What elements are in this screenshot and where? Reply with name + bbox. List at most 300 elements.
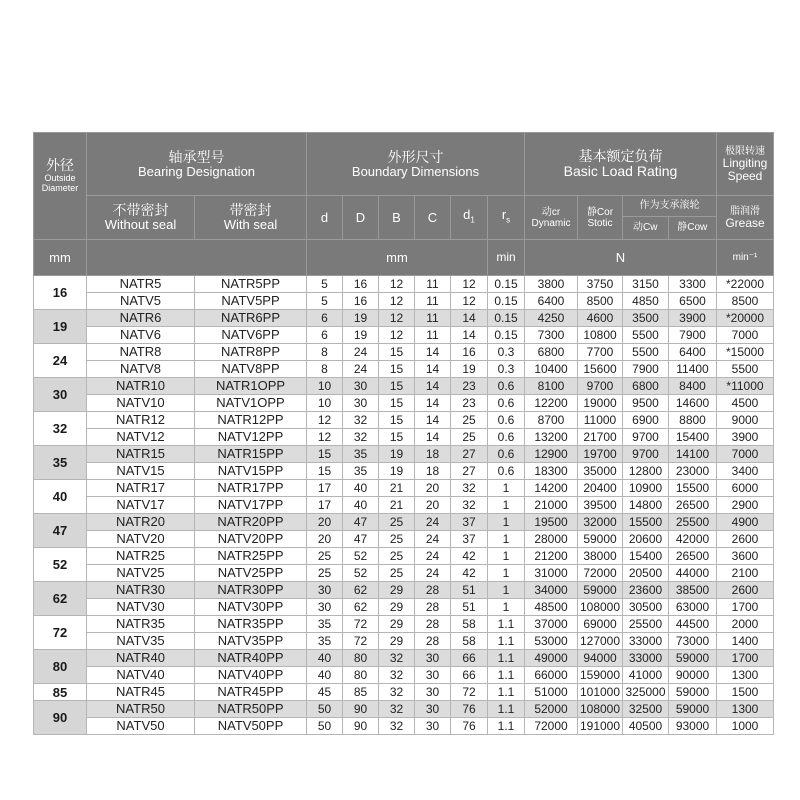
d-cell: 30 (307, 582, 343, 599)
with-seal-cell: NATR8PP (195, 344, 307, 361)
d-cell: 45 (307, 684, 343, 701)
cr-cell: 49000 (525, 650, 578, 667)
C-cell: 18 (415, 446, 451, 463)
table-row (34, 565, 774, 582)
d-cell: 8 (307, 361, 343, 378)
d-cell: 17 (307, 480, 343, 497)
cr-cell: 66000 (525, 667, 578, 684)
cow-cell: 93000 (669, 718, 717, 735)
cor-cell: 8500 (578, 293, 623, 310)
C-cell: 11 (415, 327, 451, 344)
cor-cell: 159000 (578, 667, 623, 684)
B-cell: 32 (379, 650, 415, 667)
cor-cell: 108000 (578, 701, 623, 718)
cow-cell: 14100 (669, 446, 717, 463)
d1-cell: 32 (451, 480, 488, 497)
D-cell: 19 (343, 327, 379, 344)
cr-cn: 动cr (541, 206, 561, 218)
cor-cell: 72000 (578, 565, 623, 582)
speed-cell: 3900 (717, 429, 774, 446)
speed-cell: 1700 (717, 599, 774, 616)
d1-cell: 32 (451, 497, 488, 514)
without-seal-cell: NATV12 (87, 429, 195, 446)
without-seal-cell: NATV35 (87, 633, 195, 650)
cr-cell: 3800 (525, 276, 578, 293)
with-seal-cell: NATR12PP (195, 412, 307, 429)
speed-cell: 6000 (717, 480, 774, 497)
cr-cell: 53000 (525, 633, 578, 650)
speed-cell: 1300 (717, 701, 774, 718)
cor-cell: 59000 (578, 582, 623, 599)
rs-cell: 0.15 (488, 293, 525, 310)
outside-diameter-cell: 24 (34, 344, 87, 378)
with-seal-cell: NATV25PP (195, 565, 307, 582)
d1-cell: 19 (451, 361, 488, 378)
col-C-header: C (415, 196, 451, 240)
rs-cell: 0.3 (488, 361, 525, 378)
cr-cell: 13200 (525, 429, 578, 446)
C-cell: 30 (415, 650, 451, 667)
D-cell: 90 (343, 718, 379, 735)
support-roller-cn: 作为支承滚轮 (623, 196, 716, 217)
B-cell: 12 (379, 327, 415, 344)
with-seal-cell: NATV12PP (195, 429, 307, 446)
with-seal-cell: NATR6PP (195, 310, 307, 327)
cor-cell: 59000 (578, 531, 623, 548)
table-row (34, 701, 774, 718)
outside-diameter-cell: 19 (34, 310, 87, 344)
C-cell: 20 (415, 480, 451, 497)
cow-cell: 59000 (669, 684, 717, 701)
cor-cell: 94000 (578, 650, 623, 667)
D-cell: 72 (343, 633, 379, 650)
od-unit: mm (34, 240, 87, 276)
cow-cell: 59000 (669, 650, 717, 667)
with-seal-cell: NATR25PP (195, 548, 307, 565)
D-cell: 35 (343, 446, 379, 463)
cw-cell: 20600 (623, 531, 669, 548)
speed-cell: 2000 (717, 616, 774, 633)
cw-cell: 3500 (623, 310, 669, 327)
C-cell: 24 (415, 565, 451, 582)
d1-cell: 37 (451, 531, 488, 548)
rs-cell: 1 (488, 514, 525, 531)
C-cell: 14 (415, 361, 451, 378)
cor-cell: 32000 (578, 514, 623, 531)
table-row (34, 429, 774, 446)
table-row (34, 395, 774, 412)
col-d-header: d (307, 196, 343, 240)
cow-cell: 6500 (669, 293, 717, 310)
d-cell: 12 (307, 429, 343, 446)
D-cell: 30 (343, 378, 379, 395)
cw-cell: 15500 (623, 514, 669, 531)
cor-cell: 69000 (578, 616, 623, 633)
grease-cn: 脂润滑 (730, 205, 760, 217)
cr-header (525, 196, 578, 240)
without-seal-cell: NATV40 (87, 667, 195, 684)
speed-cell: 7000 (717, 327, 774, 344)
C-cell: 30 (415, 684, 451, 701)
with-seal-cell: NATV30PP (195, 599, 307, 616)
B-cell: 15 (379, 344, 415, 361)
without-seal-cell: NATR12 (87, 412, 195, 429)
B-cell: 25 (379, 514, 415, 531)
table-row (34, 276, 774, 293)
B-cell: 25 (379, 531, 415, 548)
rs-label: r (501, 206, 507, 222)
d1-cell: 37 (451, 514, 488, 531)
cow-cell: 26500 (669, 548, 717, 565)
D-cell: 62 (343, 582, 379, 599)
d-cell: 20 (307, 531, 343, 548)
D-cell: 30 (343, 395, 379, 412)
bearing-table-container (33, 132, 774, 735)
d1-cell: 25 (451, 429, 488, 446)
od-header-cn: 外径 (46, 156, 74, 173)
d-cell: 10 (307, 395, 343, 412)
cw-cell: 5500 (623, 327, 669, 344)
cr-cell: 52000 (525, 701, 578, 718)
rs-cell: 1.1 (488, 684, 525, 701)
D-cell: 24 (343, 361, 379, 378)
B-cell: 15 (379, 395, 415, 412)
B-cell: 21 (379, 497, 415, 514)
cw-cell: 32500 (623, 701, 669, 718)
table-row (34, 463, 774, 480)
B-cell: 25 (379, 548, 415, 565)
cr-cell: 28000 (525, 531, 578, 548)
table-row (34, 446, 774, 463)
speed-header-cn: 极限转速 (725, 145, 765, 157)
cow-cell: 59000 (669, 701, 717, 718)
grease-header (717, 196, 774, 240)
without-seal-cell: NATV20 (87, 531, 195, 548)
cw-cell: 3150 (623, 276, 669, 293)
speed-cell: *22000 (717, 276, 774, 293)
d1-cell: 42 (451, 565, 488, 582)
d-cell: 50 (307, 701, 343, 718)
C-cell: 28 (415, 599, 451, 616)
d1-cell: 76 (451, 718, 488, 735)
with-seal-cell: NATV15PP (195, 463, 307, 480)
speed-cell: 3600 (717, 548, 774, 565)
cr-cell: 21000 (525, 497, 578, 514)
d-cell: 20 (307, 514, 343, 531)
speed-cell: 5500 (717, 361, 774, 378)
cr-cell: 51000 (525, 684, 578, 701)
cow-header: 静Cow (677, 222, 708, 233)
C-cell: 11 (415, 276, 451, 293)
B-cell: 15 (379, 361, 415, 378)
table-row (34, 599, 774, 616)
rs-cell: 0.15 (488, 327, 525, 344)
cw-cell: 20500 (623, 565, 669, 582)
rs-cell: 1 (488, 599, 525, 616)
d1-cell: 14 (451, 327, 488, 344)
C-cell: 28 (415, 582, 451, 599)
speed-cell: 1700 (717, 650, 774, 667)
rs-cell: 0.6 (488, 378, 525, 395)
cor-cell: 11000 (578, 412, 623, 429)
cor-cell: 19700 (578, 446, 623, 463)
without-seal-cell: NATV15 (87, 463, 195, 480)
d1-cell: 76 (451, 701, 488, 718)
boundary-dimensions-header (307, 133, 525, 196)
cr-cell: 6800 (525, 344, 578, 361)
outside-diameter-cell: 30 (34, 378, 87, 412)
with-seal-cell: NATR40PP (195, 650, 307, 667)
C-cell: 14 (415, 378, 451, 395)
dimensions-unit: mm (307, 240, 488, 276)
d1-cell: 51 (451, 599, 488, 616)
cw-cell: 41000 (623, 667, 669, 684)
limiting-speed-header (717, 133, 774, 196)
cw-cell: 15400 (623, 548, 669, 565)
rs-cell: 0.15 (488, 276, 525, 293)
cow-cell: 8800 (669, 412, 717, 429)
d1-cell: 12 (451, 293, 488, 310)
rs-cell: 1 (488, 548, 525, 565)
designation-unit-blank (87, 240, 307, 276)
D-cell: 47 (343, 514, 379, 531)
D-cell: 52 (343, 548, 379, 565)
D-cell: 40 (343, 480, 379, 497)
load-unit: N (525, 240, 717, 276)
D-cell: 40 (343, 497, 379, 514)
B-cell: 25 (379, 565, 415, 582)
with-seal-cell: NATR1OPP (195, 378, 307, 395)
cow-cell: 3900 (669, 310, 717, 327)
cw-cell: 325000 (623, 684, 669, 701)
without-seal-cell: NATR10 (87, 378, 195, 395)
C-cell: 18 (415, 463, 451, 480)
table-row (34, 667, 774, 684)
rs-cell: 1.1 (488, 701, 525, 718)
cor-cell: 101000 (578, 684, 623, 701)
with-seal-cell: NATV35PP (195, 633, 307, 650)
D-cell: 80 (343, 650, 379, 667)
B-cell: 29 (379, 582, 415, 599)
cr-cell: 6400 (525, 293, 578, 310)
cow-cell: 63000 (669, 599, 717, 616)
with-seal-cell: NATV5PP (195, 293, 307, 310)
speed-cell: 4900 (717, 514, 774, 531)
d1-cell: 27 (451, 463, 488, 480)
cor-cell: 10800 (578, 327, 623, 344)
outside-diameter-cell: 47 (34, 514, 87, 548)
cow-cell: 23000 (669, 463, 717, 480)
speed-cell: 9000 (717, 412, 774, 429)
without-seal-cell: NATR25 (87, 548, 195, 565)
outside-diameter-cell: 80 (34, 650, 87, 684)
cor-cell: 39500 (578, 497, 623, 514)
with-seal-cell: NATR20PP (195, 514, 307, 531)
speed-cell: 7000 (717, 446, 774, 463)
d1-cell: 58 (451, 633, 488, 650)
outside-diameter-cell: 72 (34, 616, 87, 650)
with-seal-cell: NATV50PP (195, 718, 307, 735)
cor-header (578, 196, 623, 240)
without-seal-cell: NATV30 (87, 599, 195, 616)
cow-cell: 25500 (669, 514, 717, 531)
designation-header-en: Bearing Designation (137, 163, 256, 179)
outside-diameter-cell: 35 (34, 446, 87, 480)
without-seal-cell: NATR8 (87, 344, 195, 361)
C-cell: 14 (415, 412, 451, 429)
with-seal-cell: NATR30PP (195, 582, 307, 599)
with-seal-cell: NATV20PP (195, 531, 307, 548)
d-cell: 15 (307, 463, 343, 480)
rs-cell: 0.6 (488, 395, 525, 412)
d1-cell: 66 (451, 650, 488, 667)
C-cell: 14 (415, 344, 451, 361)
d-cell: 15 (307, 446, 343, 463)
od-header-en2: Diameter (41, 182, 79, 193)
d1-cell: 66 (451, 667, 488, 684)
without-seal-cell: NATV50 (87, 718, 195, 735)
cow-cell: 15500 (669, 480, 717, 497)
support-roller-header (623, 196, 717, 240)
cw-cell: 30500 (623, 599, 669, 616)
speed-cell: *11000 (717, 378, 774, 395)
d1-cell: 27 (451, 446, 488, 463)
B-cell: 19 (379, 463, 415, 480)
d-cell: 12 (307, 412, 343, 429)
without-seal-cell: NATV17 (87, 497, 195, 514)
cr-cell: 31000 (525, 565, 578, 582)
with-seal-cell: NATV8PP (195, 361, 307, 378)
rs-cell: 0.6 (488, 446, 525, 463)
rs-cell: 1 (488, 565, 525, 582)
without-seal-cell: NATR45 (87, 684, 195, 701)
rs-cell: 0.6 (488, 463, 525, 480)
table-row (34, 480, 774, 497)
d1-cell: 16 (451, 344, 488, 361)
cw-cell: 4850 (623, 293, 669, 310)
B-cell: 15 (379, 429, 415, 446)
cow-cell: 26500 (669, 497, 717, 514)
od-header-en1: Outside (44, 172, 76, 183)
cow-cell: 38500 (669, 582, 717, 599)
without-seal-cell: NATR50 (87, 701, 195, 718)
cow-cell: 90000 (669, 667, 717, 684)
speed-cell: 8500 (717, 293, 774, 310)
D-cell: 62 (343, 599, 379, 616)
table-row (34, 531, 774, 548)
table-row (34, 718, 774, 735)
cw-cell: 10900 (623, 480, 669, 497)
C-cell: 30 (415, 718, 451, 735)
cor-cell: 3750 (578, 276, 623, 293)
table-row (34, 514, 774, 531)
without-seal-cell: NATR20 (87, 514, 195, 531)
with-seal-cell: NATV6PP (195, 327, 307, 344)
with-seal-cell: NATR45PP (195, 684, 307, 701)
B-cell: 29 (379, 616, 415, 633)
outside-diameter-cell: 85 (34, 684, 87, 701)
cor-cell: 19000 (578, 395, 623, 412)
D-cell: 32 (343, 412, 379, 429)
d1-cell: 12 (451, 276, 488, 293)
outside-diameter-cell: 52 (34, 548, 87, 582)
speed-cell: 2600 (717, 531, 774, 548)
col-B-header: B (379, 196, 415, 240)
d1-cell: 23 (451, 378, 488, 395)
d-cell: 17 (307, 497, 343, 514)
d-cell: 40 (307, 650, 343, 667)
rs-cell: 1.1 (488, 650, 525, 667)
d-cell: 10 (307, 378, 343, 395)
with-seal-en: With seal (223, 217, 278, 232)
d-cell: 5 (307, 276, 343, 293)
cow-cell: 3300 (669, 276, 717, 293)
outside-diameter-cell: 62 (34, 582, 87, 616)
without-seal-cell: NATR40 (87, 650, 195, 667)
d1-cell: 72 (451, 684, 488, 701)
cr-cell: 4250 (525, 310, 578, 327)
rs-cell: 1 (488, 531, 525, 548)
rs-cell: 0.6 (488, 429, 525, 446)
D-cell: 32 (343, 429, 379, 446)
cor-cell: 127000 (578, 633, 623, 650)
rs-sub: s (506, 215, 511, 225)
d-cell: 40 (307, 667, 343, 684)
C-cell: 24 (415, 548, 451, 565)
D-cell: 85 (343, 684, 379, 701)
cow-cell: 7900 (669, 327, 717, 344)
designation-header-cn: 轴承型号 (168, 148, 225, 165)
B-cell: 12 (379, 276, 415, 293)
without-seal-cell: NATV6 (87, 327, 195, 344)
cow-cell: 73000 (669, 633, 717, 650)
d1-cell: 14 (451, 310, 488, 327)
C-cell: 28 (415, 616, 451, 633)
cw-cell: 33000 (623, 633, 669, 650)
cw-cell: 25500 (623, 616, 669, 633)
D-cell: 24 (343, 344, 379, 361)
cor-cell: 108000 (578, 599, 623, 616)
D-cell: 35 (343, 463, 379, 480)
cow-cell: 15400 (669, 429, 717, 446)
d1-cell: 25 (451, 412, 488, 429)
with-seal-cell: NATV1OPP (195, 395, 307, 412)
C-cell: 30 (415, 667, 451, 684)
cow-cell: 42000 (669, 531, 717, 548)
cr-cell: 12200 (525, 395, 578, 412)
cr-cell: 18300 (525, 463, 578, 480)
outside-diameter-cell: 90 (34, 701, 87, 735)
d-cell: 25 (307, 565, 343, 582)
col-d1-header (451, 196, 488, 240)
speed-cell: 1300 (717, 667, 774, 684)
bearing-spec-table (33, 132, 774, 735)
rs-cell: 1.1 (488, 718, 525, 735)
cw-cell: 6900 (623, 412, 669, 429)
without-seal-cell: NATV5 (87, 293, 195, 310)
without-seal-cell: NATR30 (87, 582, 195, 599)
d1-label: d (463, 206, 471, 222)
B-cell: 15 (379, 378, 415, 395)
without-seal-cell: NATV10 (87, 395, 195, 412)
cor-cell: 9700 (578, 378, 623, 395)
cw-cell: 9500 (623, 395, 669, 412)
cr-cell: 8700 (525, 412, 578, 429)
rs-cell: 1 (488, 582, 525, 599)
speed-header-en1: Lingiting (722, 155, 768, 170)
without-seal-cell: NATV8 (87, 361, 195, 378)
C-cell: 11 (415, 293, 451, 310)
